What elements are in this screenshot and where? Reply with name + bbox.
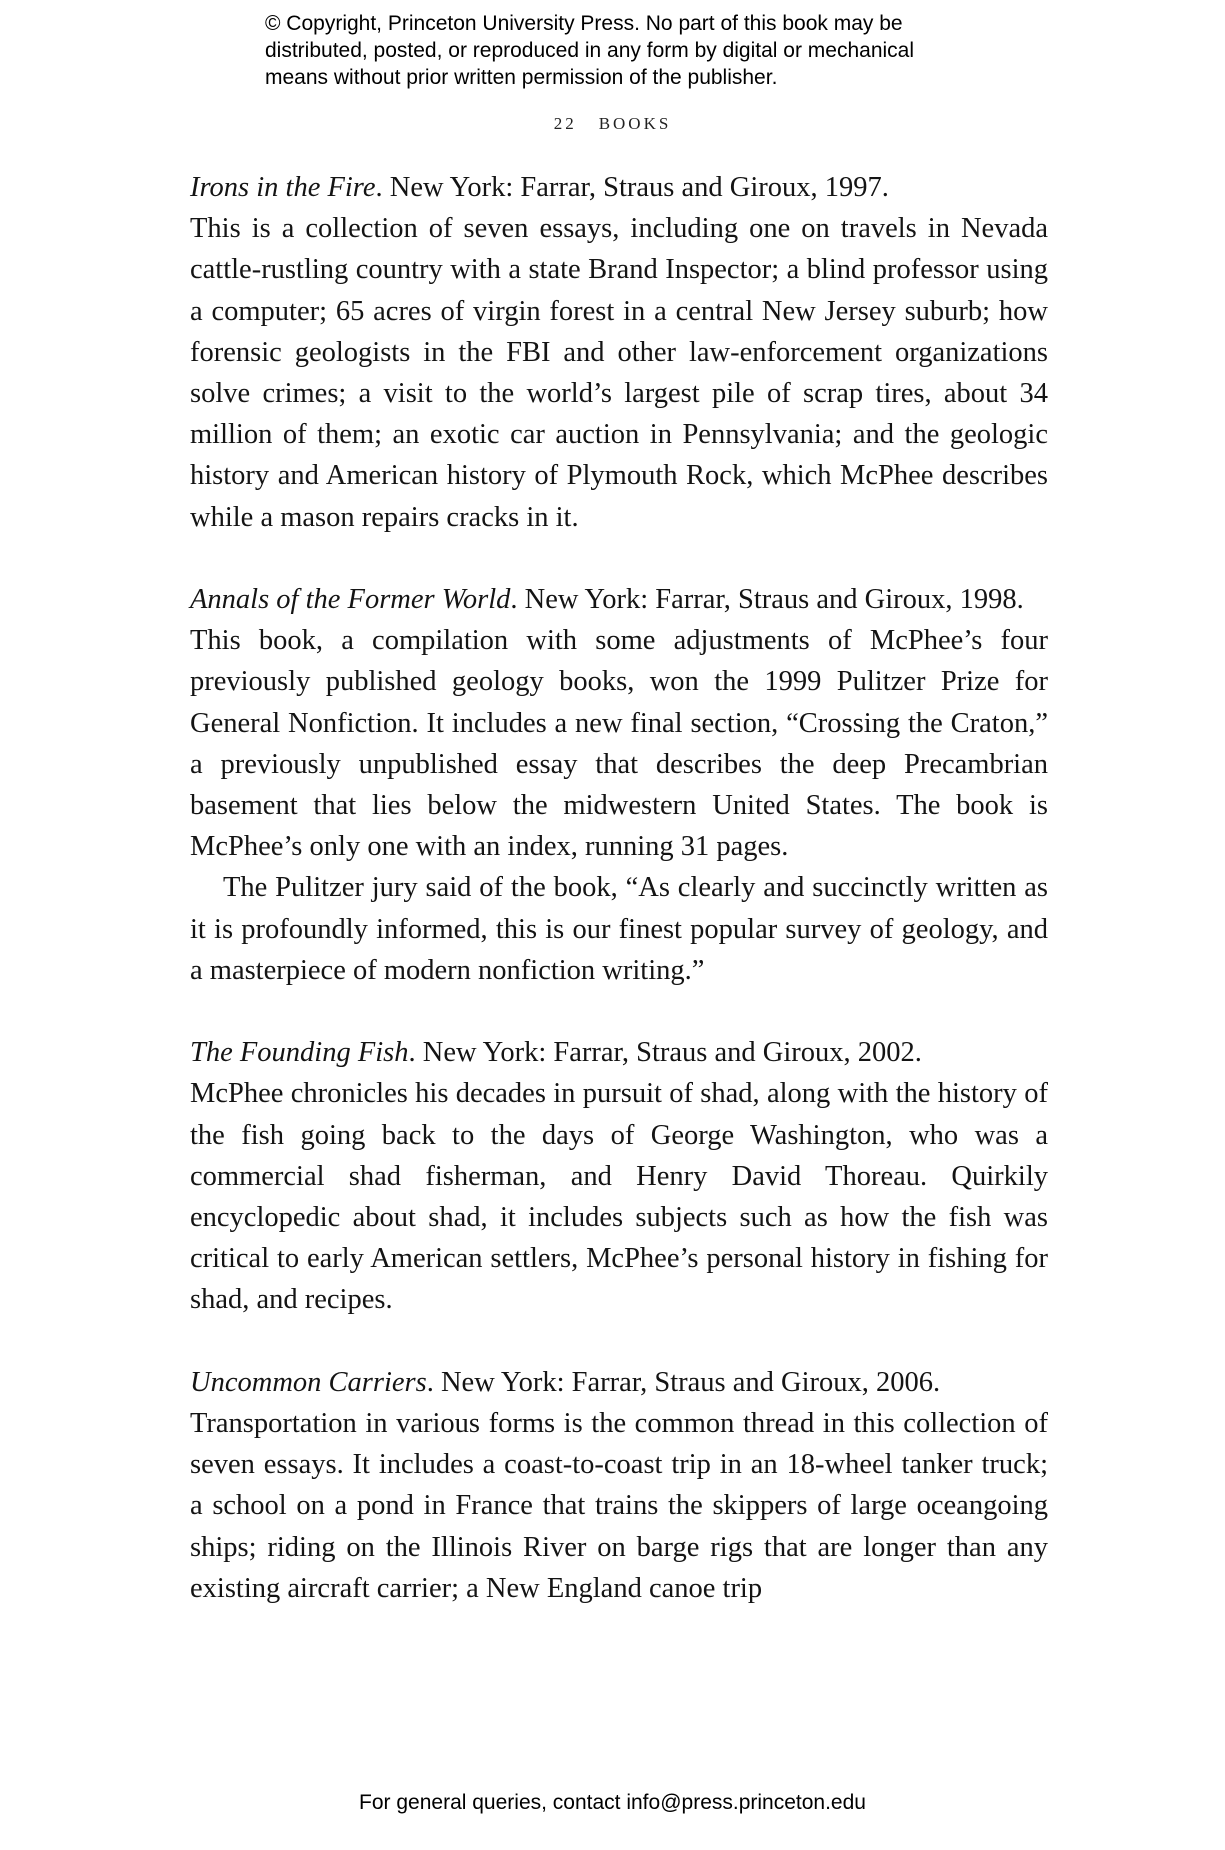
body-text (190, 167, 1048, 1650)
entry-description: McPhee chronicles his decades in pursuit of shad, along with the history of the fish going back to the days of George Washington, who was a commercial shad fisherman, and Henry David Thoreau. Quirkily encyclopedic about shad, it includes subjects such as how the fish was critical to early American settlers, McPhee’s personal history in fishing for shad, and recipes. (190, 1078, 1048, 1316)
entry-description: Transportation in various forms is the common thread in this collection of seven essays. It includes a coast-to-coast trip in an 18-wheel tanker truck; a school on a pond in France that trains the skippers of large oceangoing ships; riding on the Illinois River on barge rigs that are longer than any existing aircraft carrier; a New England canoe trip (190, 1408, 1048, 1604)
page-number: 22 (553, 114, 577, 133)
book-entry (190, 167, 1048, 538)
book-citation: . New York: Farrar, Straus and Giroux, 1998. (510, 584, 1024, 616)
book-title: Annals of the Former World (190, 584, 511, 616)
copyright-line: © Copyright, Princeton University Press. No part of this book may be (265, 12, 903, 35)
copyright-line: distributed, posted, or reproduced in any form by digital or mechanical (265, 39, 915, 62)
book-entry (190, 1362, 1048, 1609)
footer-contact: For general queries, contact info@press.princeton.edu (359, 1791, 866, 1814)
entry-paragraph (190, 1362, 1048, 1403)
book-entry (190, 579, 1048, 991)
book-title: Uncommon Carriers (190, 1366, 427, 1398)
book-title: The Founding Fish (190, 1037, 409, 1069)
copyright-notice (265, 10, 1025, 91)
entry-description: The Pulitzer jury said of the book, “As clearly and succinctly written as it is profoundly informed, this is our finest popular survey of geology, and a masterpiece of modern nonfiction writing.” (190, 872, 1048, 986)
entry-description: This is a collection of seven essays, including one on travels in Nevada cattle-rustling country with a state Brand Inspector; a blind professor using a computer; 65 acres of virgin forest in a central New Jersey suburb; how forensic geologists in the FBI and other law-enforcement organizations solve crimes; a visit to the world’s largest pile of scrap tires, about 34 million of them; an exotic car auction in Pennsylvania; and the geologic history and American history of Plymouth Rock, which McPhee describes while a mason repairs cracks in it. (190, 213, 1048, 533)
book-entry (190, 1032, 1048, 1320)
running-head (0, 114, 1225, 134)
entry-description: This book, a compilation with some adjustments of McPhee’s four previously published geology books, won the 1999 Pulitzer Prize for General Nonfiction. It includes a new final section, “Crossing the Craton,” a previously unpublished essay that describes the deep Precambrian basement that lies below the midwestern United States. The book is McPhee’s only one with an index, running 31 pages. (190, 625, 1048, 863)
book-citation: . New York: Farrar, Straus and Giroux, 2006. (426, 1366, 941, 1398)
book-title: Irons in the Fire (190, 172, 376, 203)
entry-paragraph (190, 579, 1048, 620)
entry-paragraph (190, 167, 1048, 208)
running-head-section: BOOKS (598, 114, 672, 133)
book-citation: . New York: Farrar, Straus and Giroux, 2002. (408, 1037, 922, 1069)
book-citation: . New York: Farrar, Straus and Giroux, 1997. (375, 172, 889, 203)
copyright-line: means without prior written permission of the publisher. (265, 66, 778, 89)
entry-paragraph (190, 1032, 1048, 1073)
